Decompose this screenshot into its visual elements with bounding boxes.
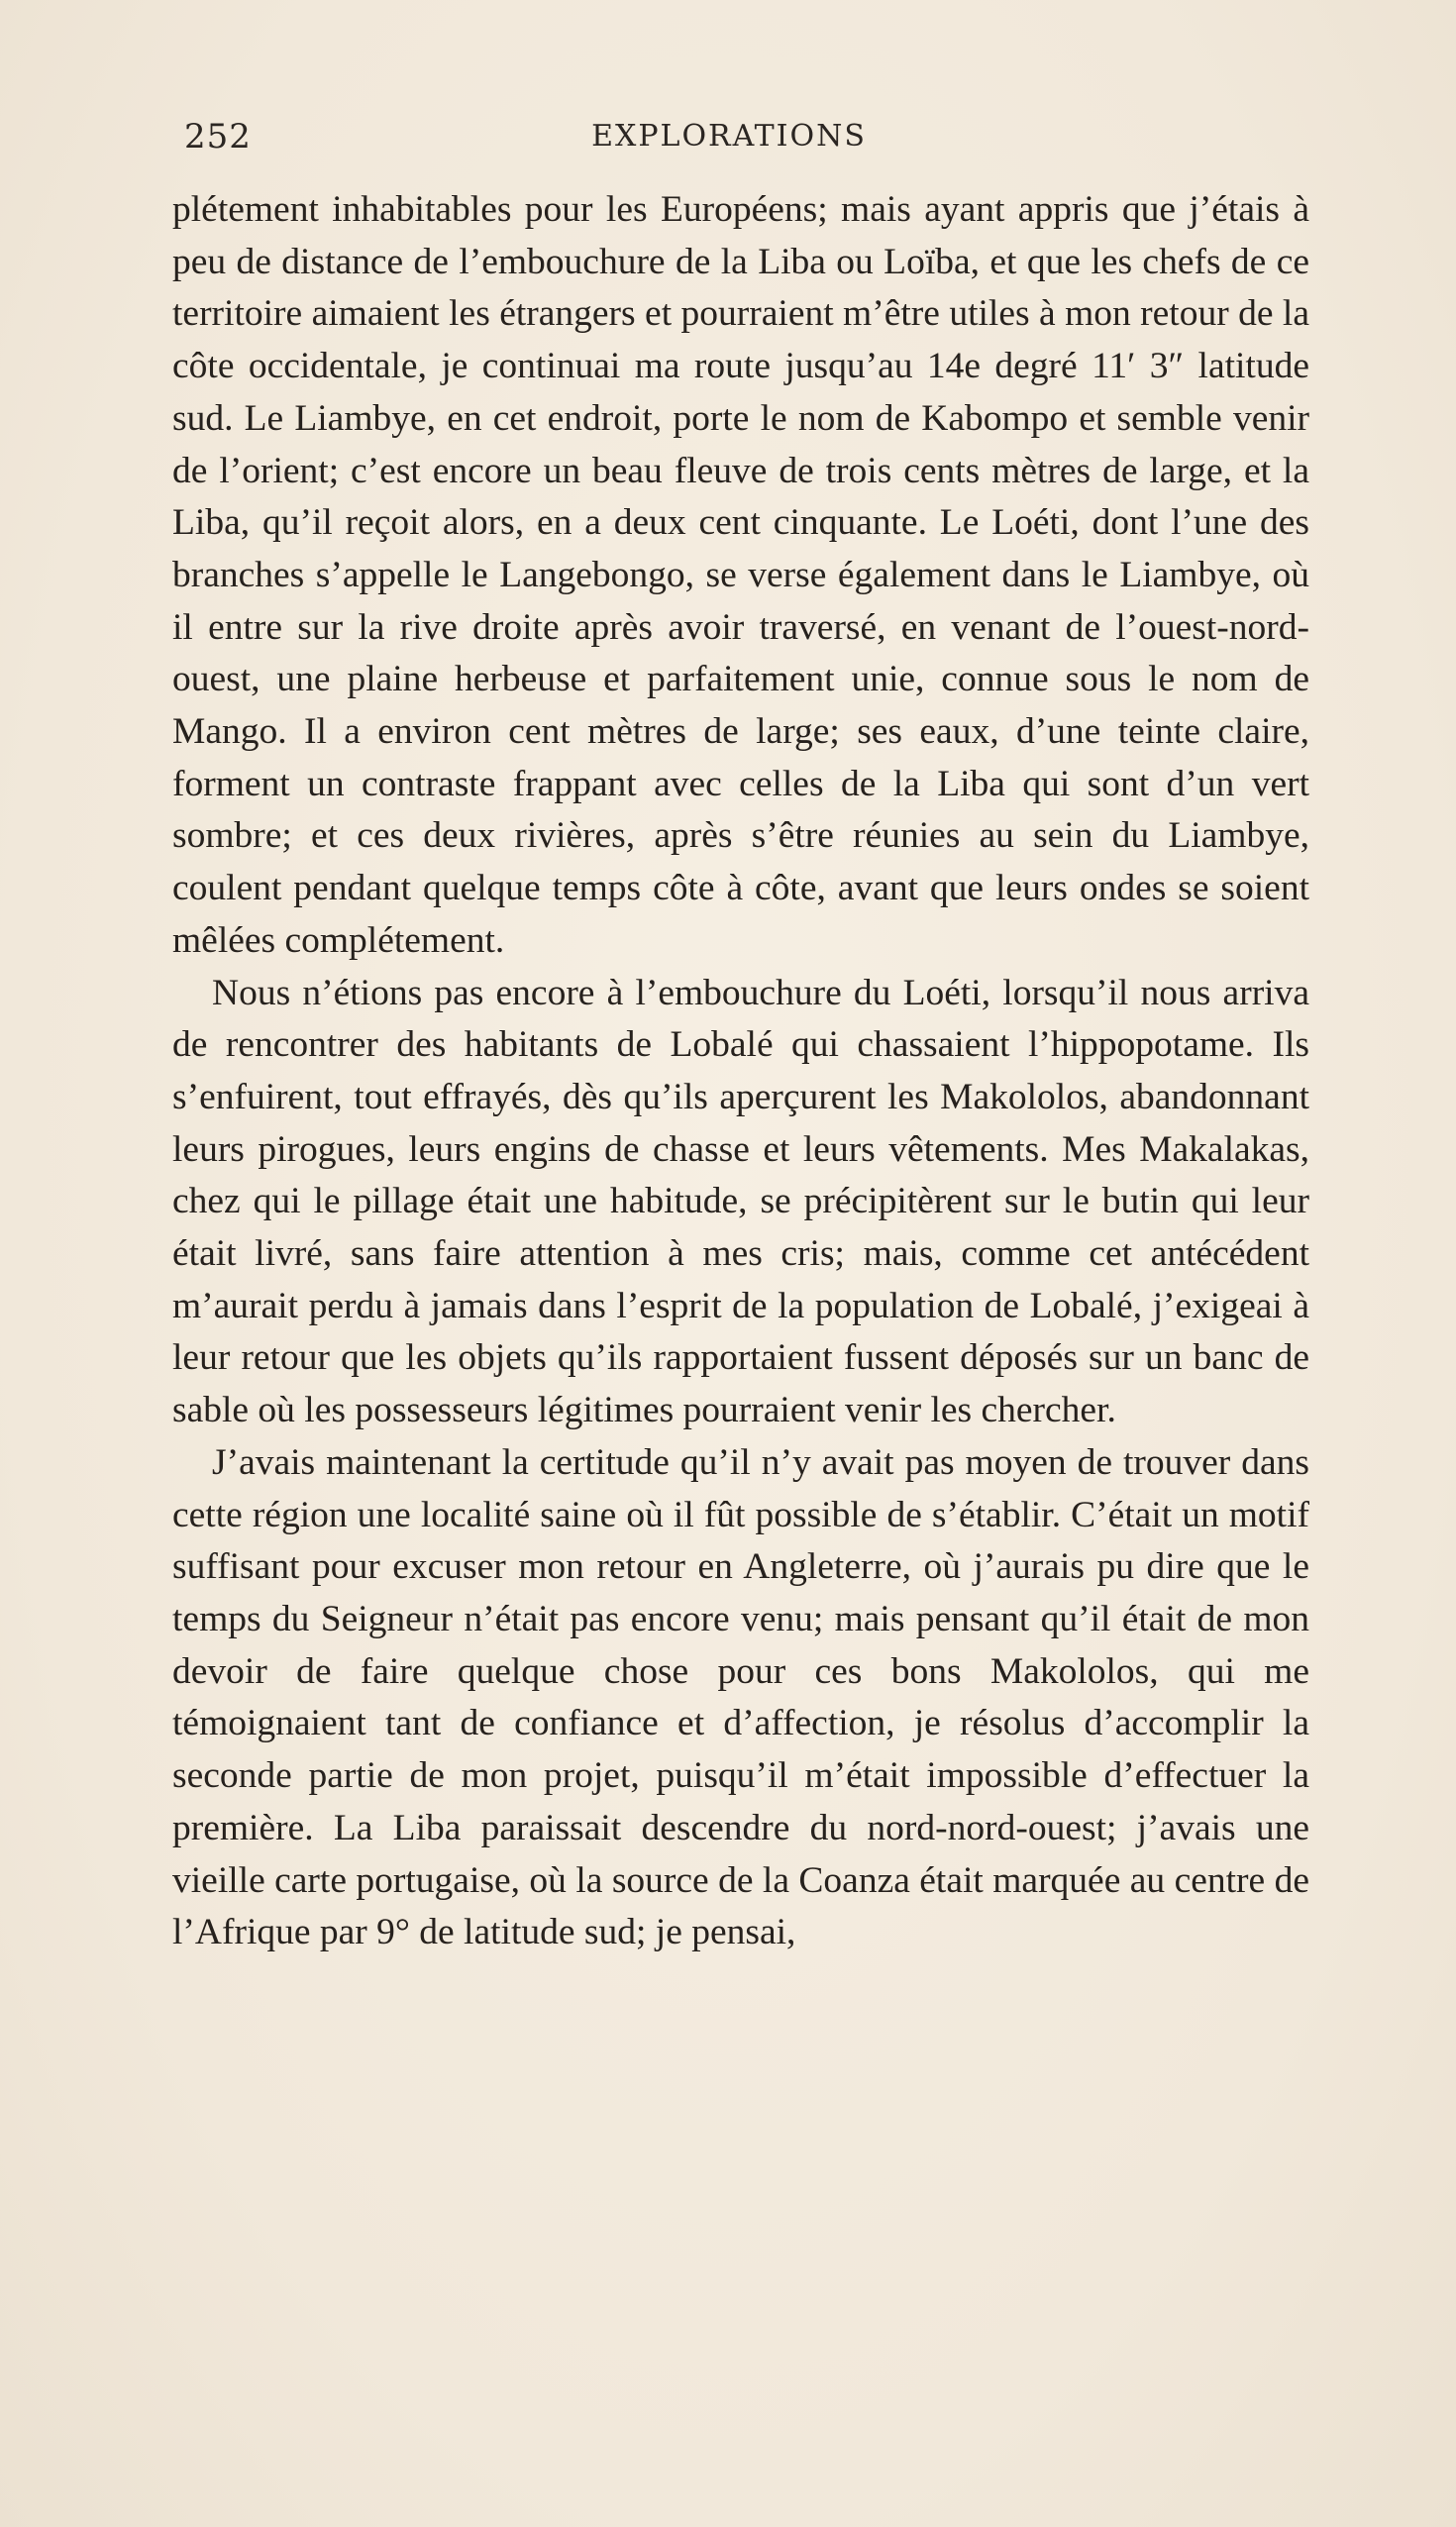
page-number: 252 [184, 117, 252, 157]
page-header [184, 117, 1274, 176]
paragraph: plétement inhabitables pour les Européens; mais ayant appris que j’étais à peu de distance de l’embouchure de la Liba ou Loïba, et que les chefs de ce territoire aimaient les étrangers et pourraient m’être utiles à mon retour de la côte occidentale, je continuai ma route jusqu’au 14e degré 11′ 3″ latitude sud. Le Liambye, en cet endroit, porte le nom de Kabompo et semble venir de l’orient; c’est encore un beau fleuve de trois cents mètres de large, et la Liba, qu’il reçoit alors, en a deux cent cinquante. Le Loéti, dont l’une des branches s’appelle le Langebongo, se verse également dans le Liambye, où il entre sur la rive droite après avoir traversé, en venant de l’ouest-nord-ouest, une plaine herbeuse et parfaitement unie, connue sous le nom de Mango. Il a environ cent mètres de large; ses eaux, d’une teinte claire, forment un contraste frappant avec celles de la Liba qui sont d’un vert sombre; et ces deux rivières, après s’être réunies au sein du Liambye, coulent pendant quelque temps côte à côte, avant que leurs ondes se soient mêlées complétement. [172, 189, 1309, 961]
paragraph: Nous n’étions pas encore à l’embouchure du Loéti, lorsqu’il nous arriva de rencontrer des habitants de Lobalé qui chassaient l’hippopotame. Ils s’enfuirent, tout effrayés, dès qu’ils aperçurent les Makololos, abandonnant leurs pirogues, leurs engins de chasse et leurs vêtements. Mes Makalakas, chez qui le pillage était une habitude, se précipitèrent sur le butin qui leur était livré, sans faire attention à mes cris; mais, comme cet antécédent m’aurait perdu à jamais dans l’esprit de la population de Lobalé, j’exigeai à leur retour que les objets qu’ils rapportaient fussent déposés sur un banc de sable où les possesseurs légitimes pourraient venir les chercher. [172, 972, 1309, 1431]
running-title: EXPLORATIONS [591, 119, 867, 154]
body-text [172, 184, 1309, 1959]
paragraph: J’avais maintenant la certitude qu’il n’y avait pas moyen de trouver dans cette région une localité saine où il fût possible de s’établir. C’était un motif suffisant pour excuser mon retour en Angleterre, où j’aurais pu dire que le temps du Seigneur n’était pas encore venu; mais pensant qu’il était de mon devoir de faire quelque chose pour ces bons Makololos, qui me témoignaient tant de confiance et d’affection, je résolus d’accomplir la seconde partie de mon projet, puisqu’il m’était impossible d’effectuer la première. La Liba paraissait descendre du nord-nord-ouest; j’avais une vieille carte portugaise, où la source de la Coanza était marquée au centre de l’Afrique par 9° de latitude sud; je pensai, [172, 1441, 1309, 1953]
